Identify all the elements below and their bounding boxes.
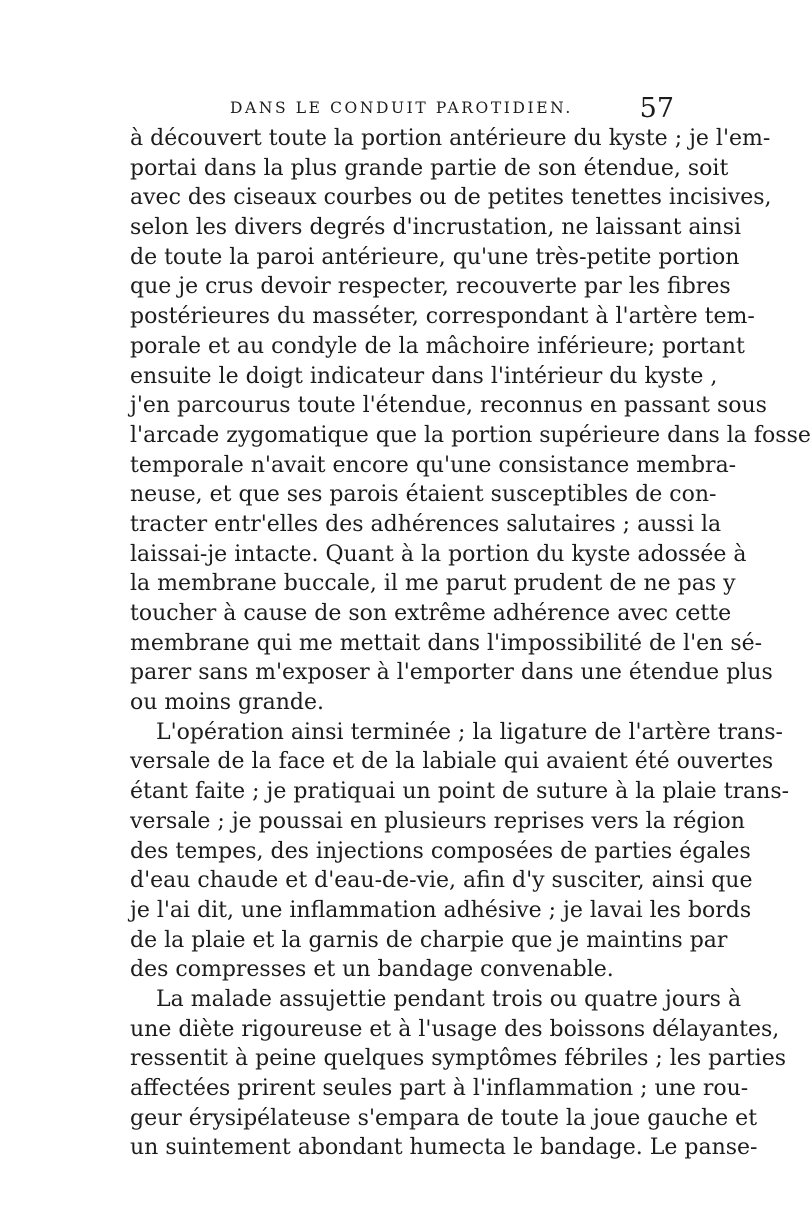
text-line: ensuite le doigt indicateur dans l'intérieur du kyste , <box>130 363 718 389</box>
text-line: L'opération ainsi terminée ; la ligature de l'artère trans- <box>156 719 783 745</box>
paragraph <box>130 718 790 985</box>
text-line: postérieures du masséter, correspondant à l'artère tem- <box>130 304 755 330</box>
text-line: une diète rigoureuse et à l'usage des boissons délayantes, <box>130 1016 780 1042</box>
text-line: étant faite ; je pratiquai un point de suture à la plaie trans- <box>130 779 790 805</box>
text-line: geur érysipélateuse s'empara de toute la joue gauche et <box>130 1105 758 1131</box>
text-line: membrane qui me mettait dans l'impossibilité de l'en sé- <box>130 630 763 656</box>
text-line: temporale n'avait encore qu'une consistance membra- <box>130 452 737 478</box>
running-title: DANS LE CONDUIT PAROTIDIEN. <box>230 99 573 117</box>
text-line: j'en parcourus toute l'étendue, reconnus en passant sous <box>130 393 767 419</box>
text-line: avec des ciseaux courbes ou de petites tenettes incisives, <box>130 185 772 211</box>
text-line: affectées prirent seules part à l'inflammation ; une rou- <box>130 1076 749 1101</box>
text-line: versale ; je poussai en plusieurs reprises vers la région <box>130 808 745 834</box>
text-line: selon les divers degrés d'incrustation, ne laissant ainsi <box>130 215 742 241</box>
paragraph <box>130 985 787 1163</box>
body-text <box>130 124 811 1163</box>
text-line: la membrane buccale, il me parut prudent de ne pas y <box>130 571 736 597</box>
text-line: des compresses et un bandage convenable. <box>130 957 614 983</box>
text-line: l'arcade zygomatique que la portion supérieure dans la fosse <box>130 422 811 448</box>
paragraph <box>130 124 811 718</box>
text-line: de toute la paroi antérieure, qu'une très-petite portion <box>130 244 740 270</box>
text-line: d'eau chaude et d'eau-de-vie, afin d'y susciter, ainsi que <box>130 868 753 894</box>
text-line: laissai-je intacte. Quant à la portion du kyste adossée à <box>130 541 747 567</box>
text-line: porale et au condyle de la mâchoire inférieure; portant <box>130 333 745 359</box>
text-line: toucher à cause de son extrême adhérence avec cette <box>130 601 732 626</box>
text-line: versale de la face et de la labiale qui avaient été ouvertes <box>130 749 774 775</box>
text-line: ou moins grande. <box>130 690 324 716</box>
text-line: parer sans m'exposer à l'emporter dans une étendue plus <box>130 660 773 686</box>
text-line: tracter entr'elles des adhérences salutaires ; aussi la <box>130 511 722 537</box>
text-line: neuse, et que ses parois étaient susceptibles de con- <box>130 482 717 508</box>
text-line: à découvert toute la portion antérieure du kyste ; je l'em- <box>130 126 771 151</box>
text-line: un suintement abondant humecta le bandage. Le panse- <box>130 1135 758 1161</box>
page-number: 57 <box>639 93 674 124</box>
running-head <box>130 93 678 123</box>
text-line: je l'ai dit, une inflammation adhésive ; je lavai les bords <box>130 897 752 923</box>
text-line: de la plaie et la garnis de charpie que je maintins par <box>130 927 728 953</box>
text-line: ressentit à peine quelques symptômes fébriles ; les parties <box>130 1046 787 1072</box>
text-line: portai dans la plus grande partie de son étendue, soit <box>130 155 729 181</box>
text-line: La malade assujettie pendant trois ou quatre jours à <box>156 986 742 1012</box>
text-line: que je crus devoir respecter, recouverte par les fibres <box>130 274 731 300</box>
text-line: des tempes, des injections composées de parties égales <box>130 838 751 864</box>
